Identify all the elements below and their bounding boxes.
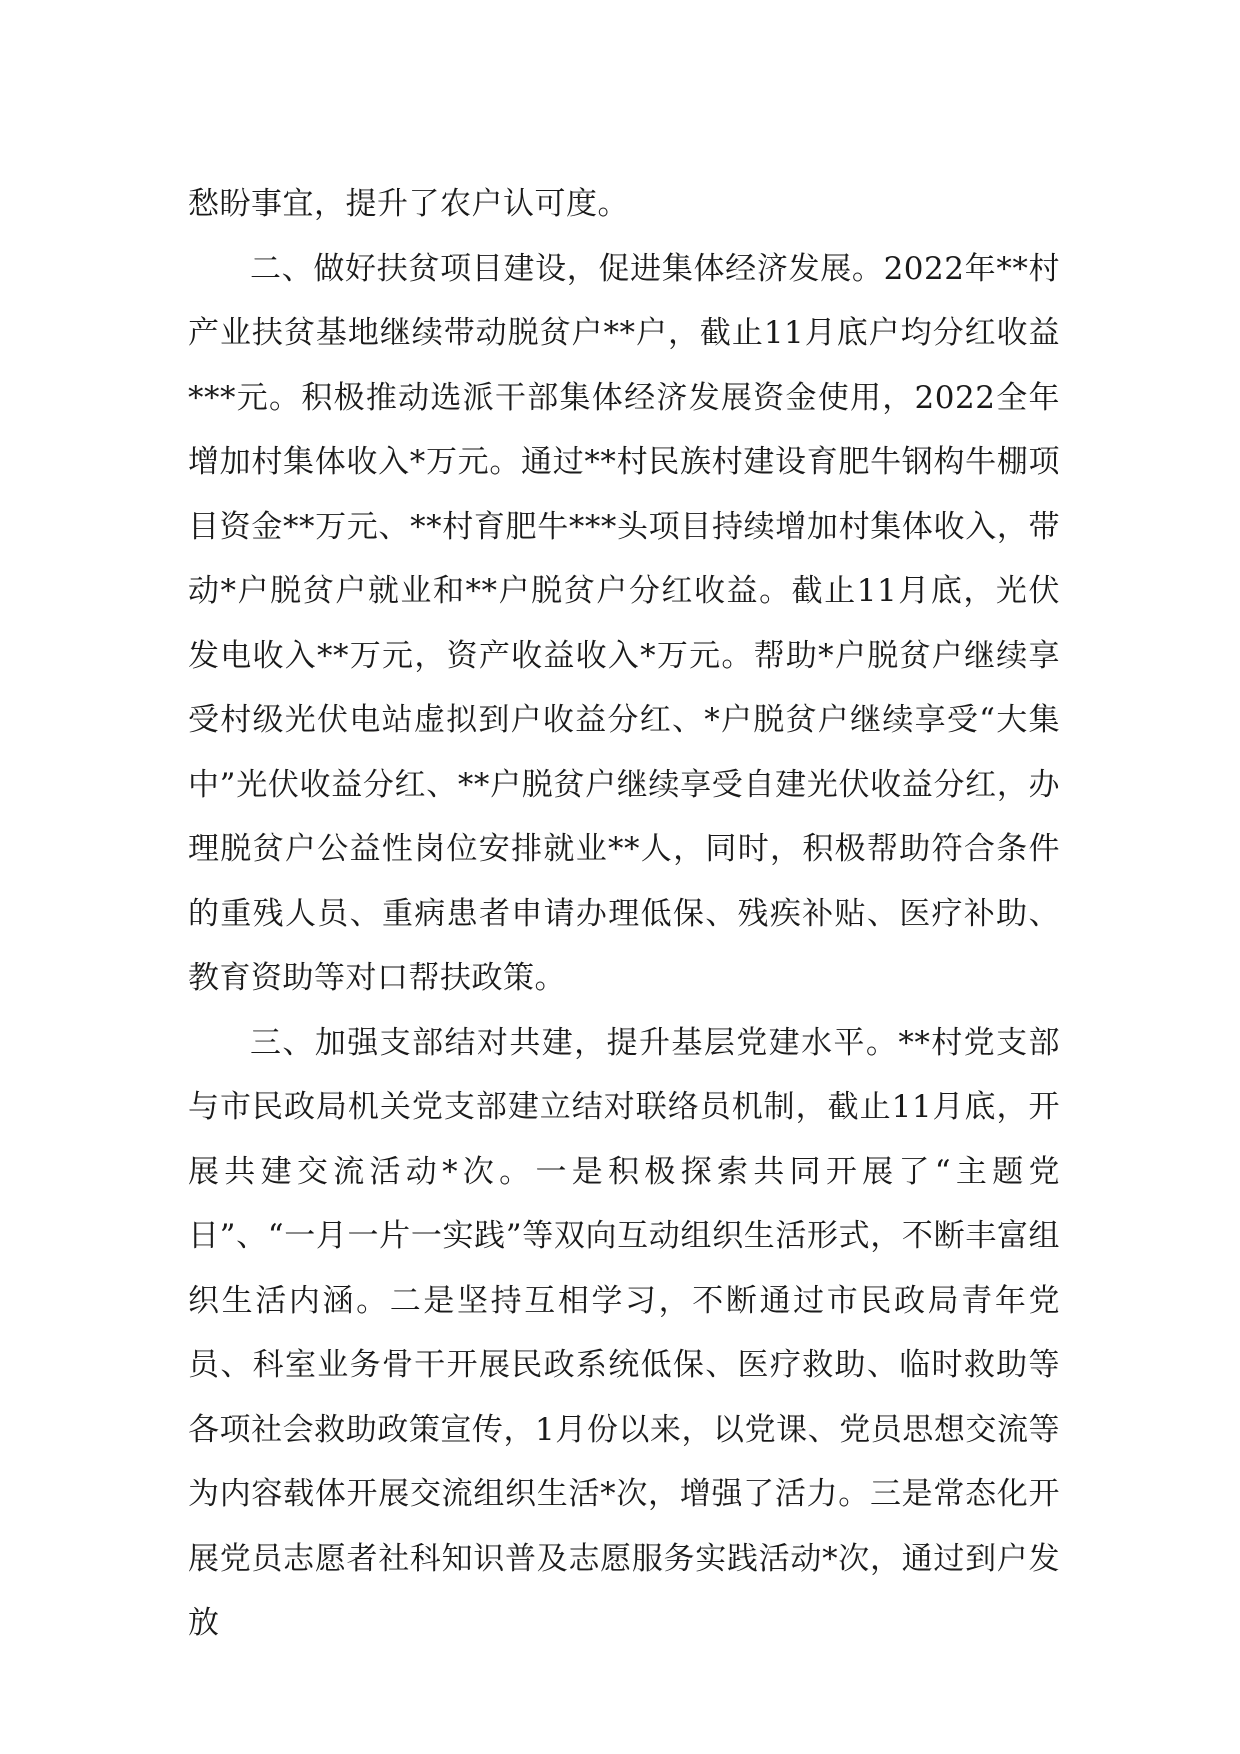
paragraph-section-two: 二、做好扶贫项目建设，促进集体经济发展。2022年**村产业扶贫基地继续带动脱贫户**户，截止11月底户均分红收益***元。积极推动选派干部集体经济发展资金使用，2022全年增加村集体收入*万元。通过**村民族村建设育肥牛钢构牛棚项目资金**万元、**村育肥牛***头项目持续增加村集体收入，带动*户脱贫户就业和**户脱贫户分红收益。截止11月底，光伏发电收入**万元，资产收益收入*万元。帮助*户脱贫户继续享受村级光伏电站虚拟到户收益分红、*户脱贫户继续享受“大集中”光伏收益分红、**户脱贫户继续享受自建光伏收益分红，办理脱贫户公益性岗位安排就业**人，同时，积极帮助符合条件的重残人员、重病患者申请办理低保、残疾补贴、医疗补助、教育资助等对口帮扶政策。 (188, 250, 1060, 996)
document-body (188, 172, 1060, 1656)
paragraph-section-three: 三、加强支部结对共建，提升基层党建水平。**村党支部与市民政局机关党支部建立结对联络员机制，截止11月底，开展共建交流活动*次。一是积极探索共同开展了“主题党日”、“一月一片一实践”等双向互动组织生活形式，不断丰富组织生活内涵。二是坚持互相学习，不断通过市民政局青年党员、科室业务骨干开展民政系统低保、医疗救助、临时救助等各项社会救助政策宣传，1月份以来，以党课、党员思想交流等为内容载体开展交流组织生活*次，增强了活力。三是常态化开展党员志愿者社科知识普及志愿服务实践活动*次，通过到户发放 (188, 1024, 1060, 1641)
paragraph-continuation: 愁盼事宜，提升了农户认可度。 (188, 186, 629, 222)
